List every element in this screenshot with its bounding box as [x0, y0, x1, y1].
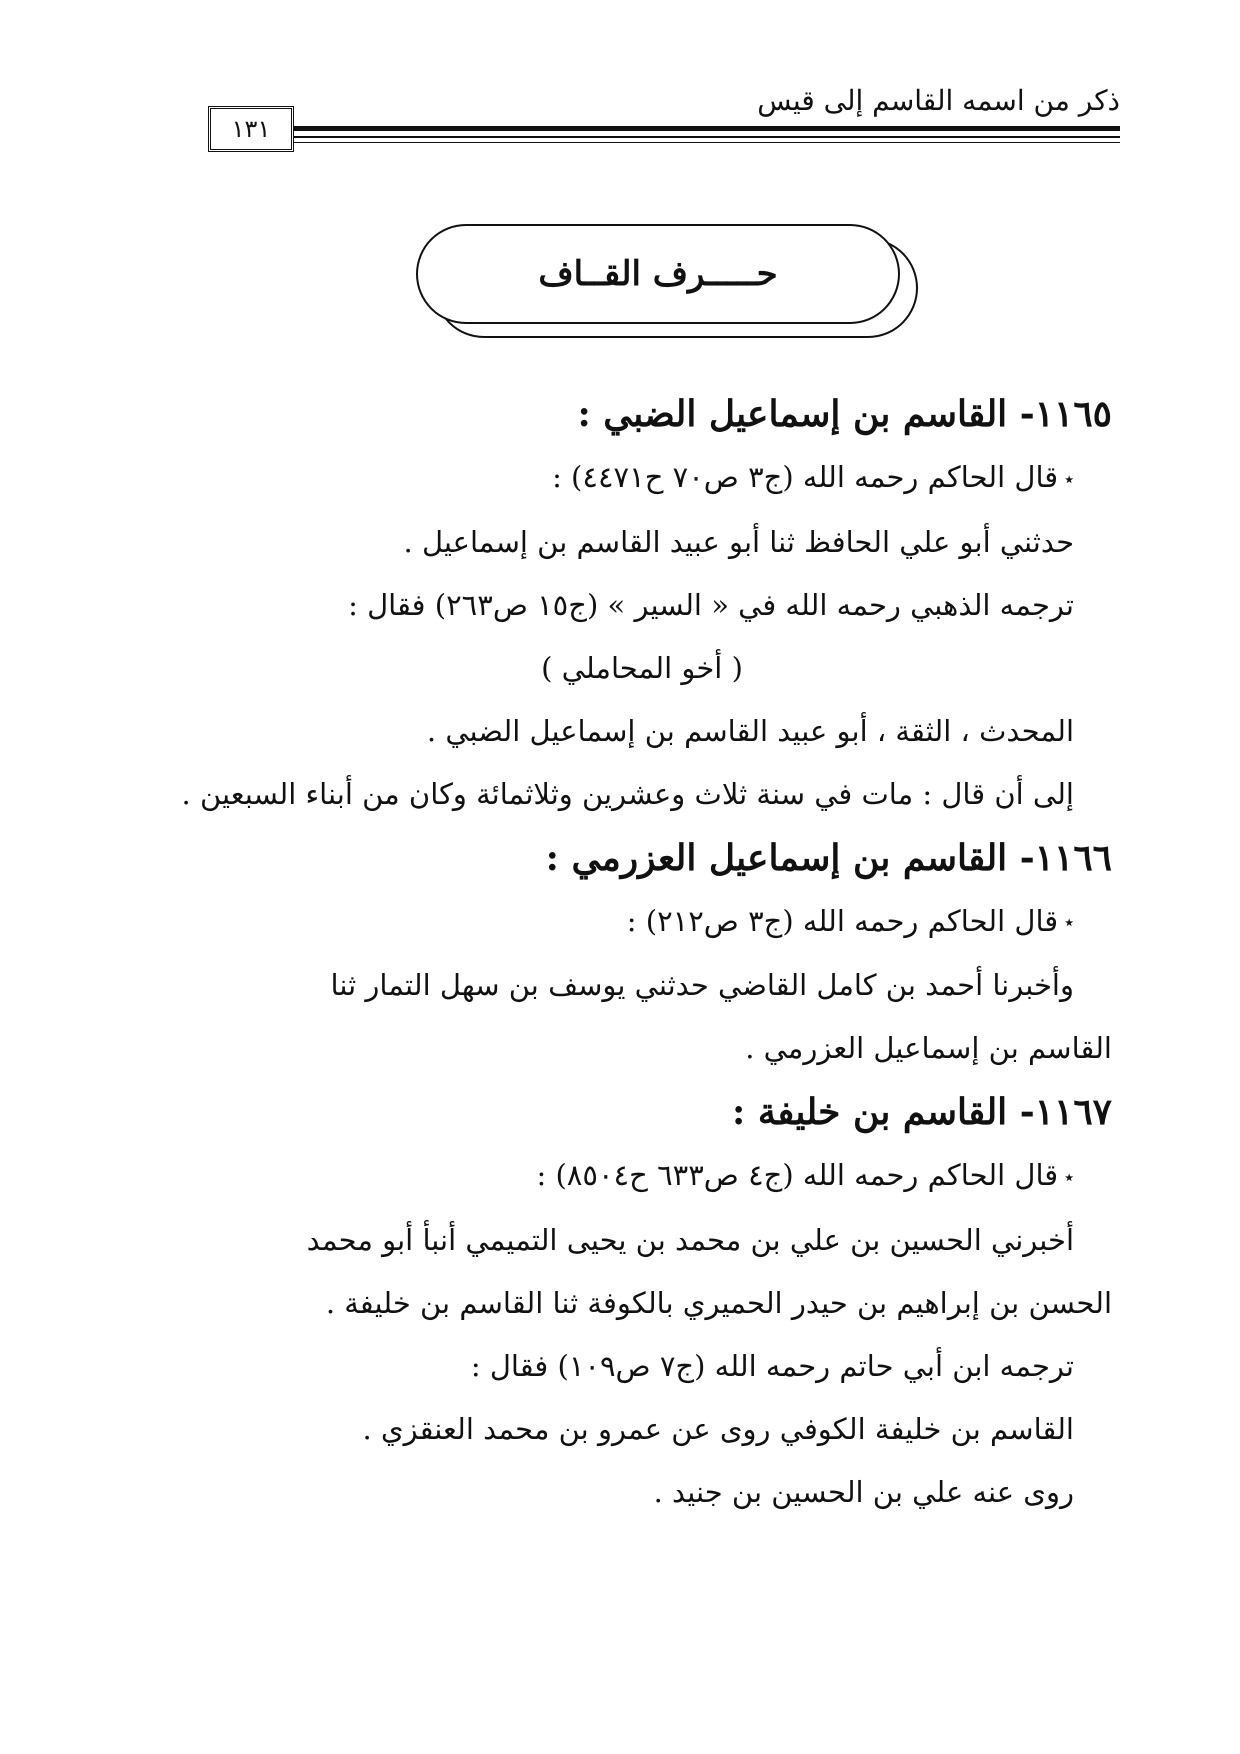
header-rule-thin-2: [285, 142, 1120, 143]
header-rule-thin: [285, 136, 1120, 138]
text-line: المحدث ، الثقة ، أبو عبيد القاسم بن إسماعيل الضبي .: [426, 713, 1074, 748]
source-line: [172, 446, 1112, 511]
entry-heading: ١١٦٥- القاسم بن إسماعيل الضبي :: [577, 393, 1112, 435]
page-body: [172, 382, 1112, 1524]
source-line: [172, 1144, 1112, 1209]
source-text: قال الحاكم رحمه الله (ج٤ ص٦٣٣ ح٨٥٠٤) :: [536, 1158, 1059, 1192]
text-line: القاسم بن إسماعيل العزرمي .: [745, 1031, 1112, 1065]
source-text: قال الحاكم رحمه الله (ج٣ ص٢١٢) :: [626, 903, 1059, 938]
page-number: ١٣١: [208, 106, 294, 152]
text-line: إلى أن قال : مات في سنة ثلاث وعشرين وثلاثمائة وكان من أبناء السبعين .: [181, 776, 1074, 811]
text-line: وأخبرنا أحمد بن كامل القاضي حدثني يوسف بن سهل التمار ثنا: [330, 968, 1074, 1002]
text-line: ترجمه ابن أبي حاتم رحمه الله (ج٧ ص١٠٩) فقال :: [470, 1348, 1074, 1383]
running-title: ذكر من اسمه القاسم إلى قيس: [757, 84, 1120, 117]
text-line: ( أخو المحاملي ): [541, 650, 743, 685]
chapter-banner: [416, 224, 900, 324]
source-text: قال الحاكم رحمه الله (ج٣ ص٧٠ ح٤٤٧١) :: [552, 460, 1059, 494]
text-line: الحسن بن إبراهيم بن حيدر الحميري بالكوفة ثنا القاسم بن خليفة .: [325, 1285, 1112, 1320]
header-rule: [285, 126, 1120, 131]
text-line: ترجمه الذهبي رحمه الله في « السير » (ج١٥ ص٢٦٣) فقال :: [348, 587, 1074, 622]
text-line: حدثني أبو علي الحافظ ثنا أبو عبيد القاسم بن إسماعيل .: [403, 524, 1074, 559]
entry-heading: ١١٦٧- القاسم بن خليفة :: [732, 1091, 1112, 1133]
source-line: [172, 890, 1112, 955]
star-marker: ٭: [1064, 468, 1074, 490]
text-line: روى عنه علي بن الحسين بن جنيد .: [653, 1474, 1074, 1509]
star-marker: ٭: [1064, 912, 1074, 933]
star-marker: ٭: [1064, 1166, 1074, 1188]
chapter-title: حـــــرف القــاف: [538, 254, 778, 294]
text-line: القاسم بن خليفة الكوفي روى عن عمرو بن محمد العنقزي .: [362, 1411, 1074, 1446]
text-line: أخبرني الحسين بن علي بن محمد بن يحيى التميمي أنبأ أبو محمد: [306, 1222, 1074, 1257]
entry-heading: ١١٦٦- القاسم بن إسماعيل العزرمي :: [545, 836, 1112, 879]
